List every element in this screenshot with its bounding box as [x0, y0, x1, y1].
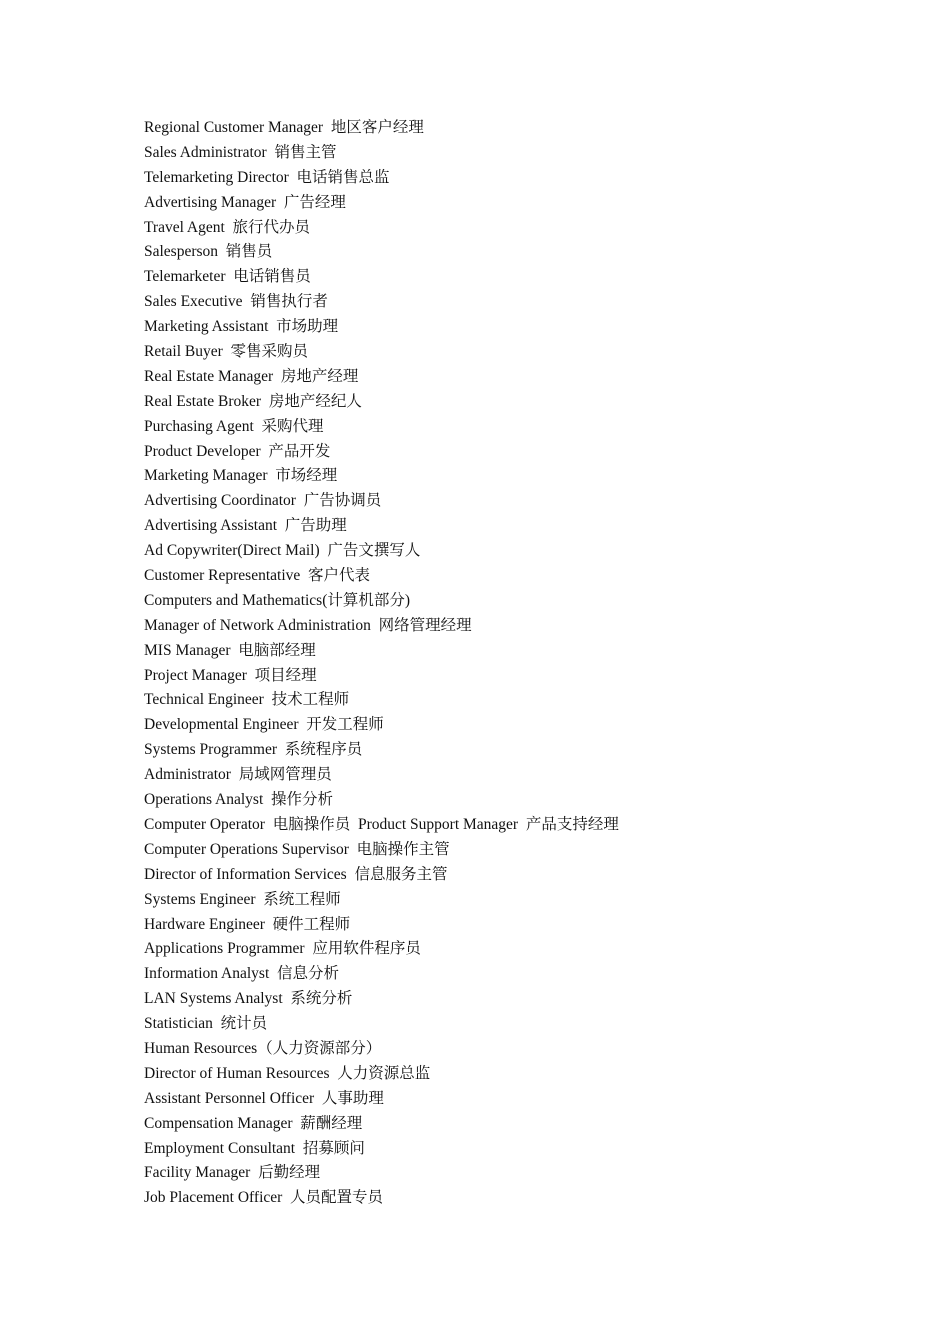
text-line: Administrator 局域网管理员 — [144, 766, 332, 784]
section-heading: Human Resources（人力资源部分） — [144, 1039, 382, 1057]
text-line: Advertising Manager 广告经理 — [144, 193, 346, 211]
text-line: Project Manager 项目经理 — [144, 666, 317, 684]
text-line: Salesperson 销售员 — [144, 243, 273, 261]
text-line: Real Estate Manager 房地产经理 — [144, 367, 359, 385]
text-line: Developmental Engineer 开发工程师 — [144, 716, 384, 734]
text-line: Computer Operator 电脑操作员 Product Support Manager 产品支持经理 — [144, 815, 619, 833]
text-line: Compensation Manager 薪酬经理 — [144, 1114, 363, 1132]
text-line: Travel Agent 旅行代办员 — [144, 218, 311, 236]
text-line: Statistician 统计员 — [144, 1015, 268, 1033]
text-line: Applications Programmer 应用软件程序员 — [144, 940, 421, 958]
text-line: Customer Representative 客户代表 — [144, 567, 370, 585]
text-line: Manager of Network Administration 网络管理经理 — [144, 616, 472, 634]
text-line: Retail Buyer 零售采购员 — [144, 343, 309, 361]
job-title-list — [144, 116, 619, 1211]
text-line: Director of Human Resources 人力资源总监 — [144, 1064, 431, 1082]
text-line: Telemarketing Director 电话销售总监 — [144, 168, 390, 186]
text-line: Systems Programmer 系统程序员 — [144, 741, 363, 759]
text-line: Telemarketer 电话销售员 — [144, 268, 311, 286]
text-line: Real Estate Broker 房地产经纪人 — [144, 392, 362, 410]
text-line: MIS Manager 电脑部经理 — [144, 641, 316, 659]
text-line: Assistant Personnel Officer 人事助理 — [144, 1089, 384, 1107]
text-line: Ad Copywriter(Direct Mail) 广告文撰写人 — [144, 542, 421, 560]
text-line: LAN Systems Analyst 系统分析 — [144, 990, 353, 1008]
text-line: Hardware Engineer 硬件工程师 — [144, 915, 351, 933]
text-line: Computer Operations Supervisor 电脑操作主管 — [144, 840, 450, 858]
text-line: Information Analyst 信息分析 — [144, 965, 340, 983]
text-line: Employment Consultant 招募顾问 — [144, 1139, 365, 1157]
text-line: Product Developer 产品开发 — [144, 442, 331, 460]
text-line: Job Placement Officer 人员配置专员 — [144, 1189, 384, 1207]
section-heading: Computers and Mathematics(计算机部分) — [144, 591, 411, 609]
text-line: Operations Analyst 操作分析 — [144, 791, 333, 809]
text-line: Purchasing Agent 采购代理 — [144, 417, 324, 435]
text-line: Technical Engineer 技术工程师 — [144, 691, 350, 709]
text-line: Sales Administrator 销售主管 — [144, 143, 337, 161]
text-line: Regional Customer Manager 地区客户经理 — [144, 119, 424, 136]
text-line: Advertising Assistant 广告助理 — [144, 517, 347, 535]
text-line: Marketing Manager 市场经理 — [144, 467, 338, 485]
text-line: Advertising Coordinator 广告协调员 — [144, 492, 382, 510]
text-line: Facility Manager 后勤经理 — [144, 1164, 321, 1182]
text-line: Director of Information Services 信息服务主管 — [144, 865, 448, 883]
text-line: Marketing Assistant 市场助理 — [144, 318, 339, 336]
text-line: Sales Executive 销售执行者 — [144, 293, 328, 311]
text-line: Systems Engineer 系统工程师 — [144, 890, 341, 908]
